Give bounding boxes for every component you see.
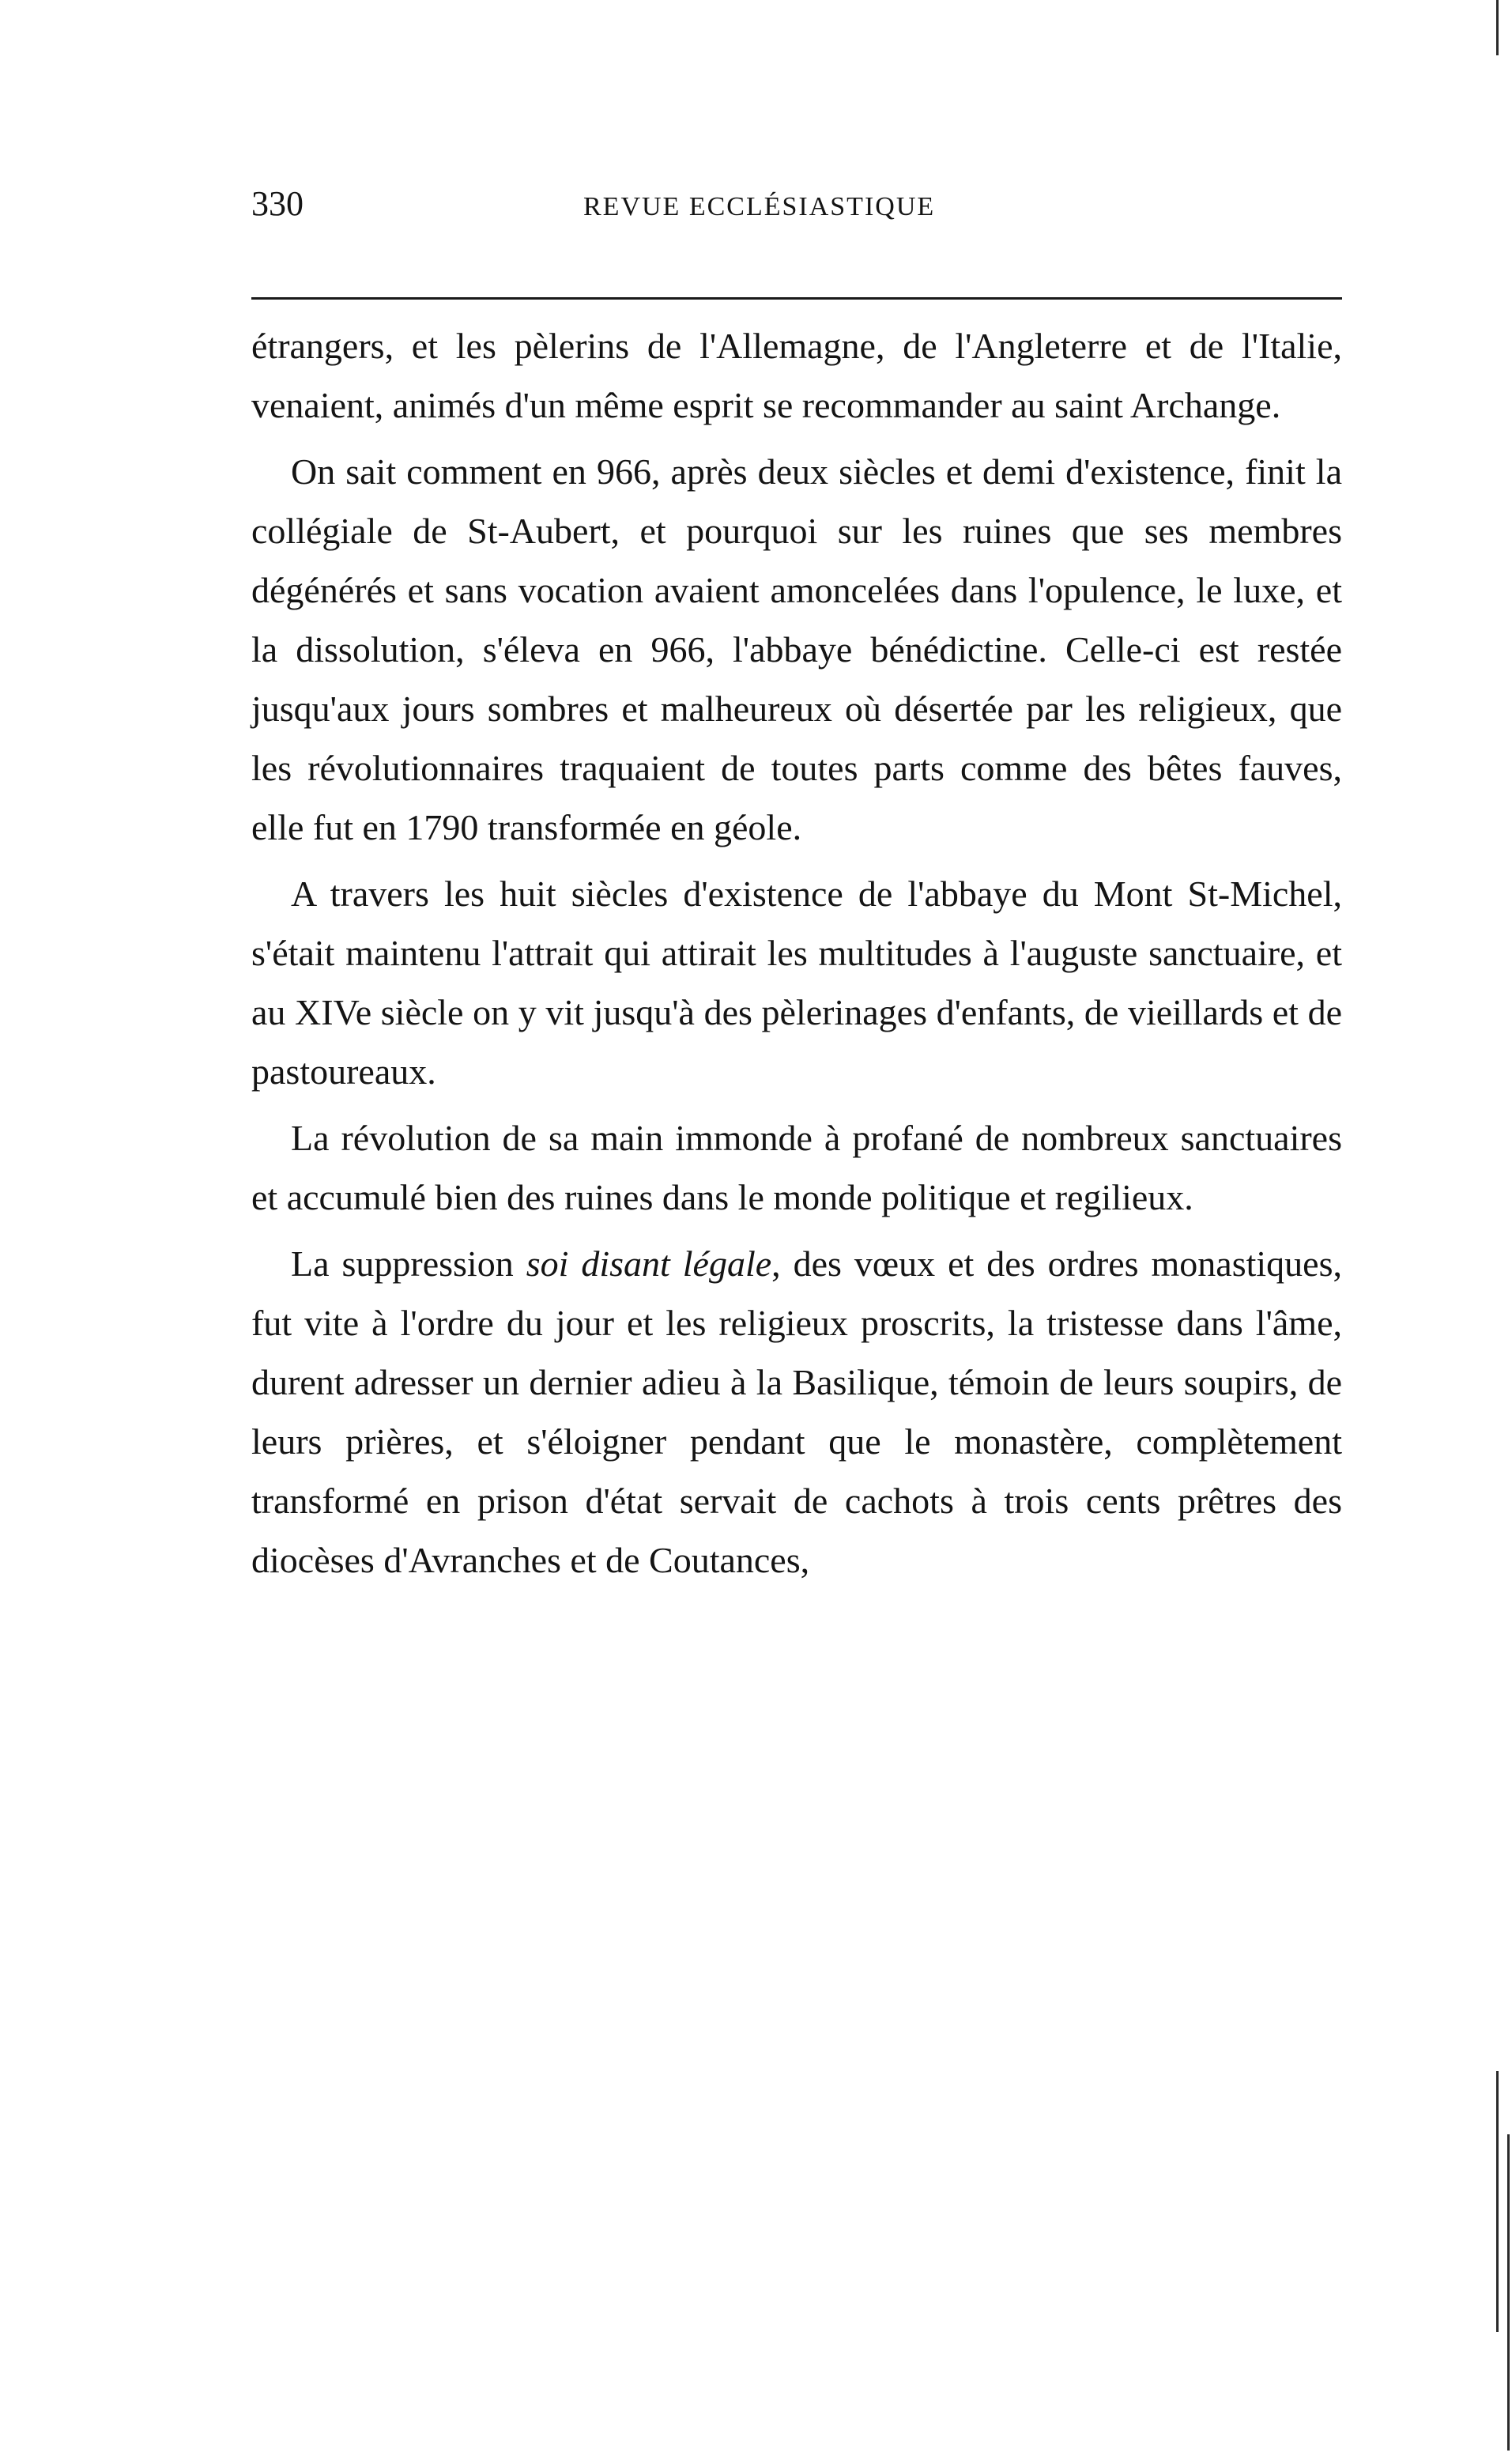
paragraph-3 (251, 864, 1342, 1101)
journal-title: REVUE ECCLÉSIASTIQUE (583, 192, 936, 221)
scan-edge-mark (1496, 0, 1499, 55)
body-text (251, 316, 1342, 1597)
paragraph-text: étrangers, et les pèlerins de l'Allemagne, de l'Angleterre et de l'Italie, venaient, animés d'un même esprit se recommander au saint Archange. (251, 326, 1342, 425)
paragraph-4 (251, 1108, 1342, 1227)
paragraph-2 (251, 442, 1342, 857)
scan-edge-mark (1496, 2071, 1499, 2332)
paragraph-1 (251, 316, 1342, 435)
header-rule (251, 297, 1342, 300)
paragraph-text: La suppression (291, 1243, 526, 1284)
paragraph-text: La révolution de sa main immonde à profané de nombreux sanctuaires et accumulé bien des ruines dans le monde politique et regilieux. (251, 1118, 1342, 1217)
scan-edge-marks (1480, 0, 1512, 2460)
paragraph-5 (251, 1234, 1342, 1590)
running-header (251, 180, 1342, 228)
book-page (251, 0, 1342, 2460)
paragraph-text: A travers les huit siècles d'existence de l'abbaye du Mont St-Michel, s'était maintenu l'attrait qui attirait les multitudes à l'auguste sanctuaire, et au XIVe siècle on y vit jusqu'à des pèlerinages d'enfants, de vieillards et de pastoureaux. (251, 873, 1342, 1092)
scan-edge-mark (1507, 2134, 1510, 2451)
page-number: 330 (251, 184, 304, 223)
paragraph-text: On sait comment en 966, après deux siècles et demi d'existence, finit la collégiale de St-Aubert, et pourquoi sur les ruines que ses membres dégénérés et sans vocation avaient amoncelées dans l'opulence, le luxe, et la dissolution, s'éleva en 966, l'abbaye bénédictine. Celle-ci est restée jusqu'aux jours sombres et malheureux où désertée par les religieux, que les révolutionnaires traquaient de toutes parts comme des bêtes fauves, elle fut en 1790 transformée en géole. (251, 451, 1342, 847)
italic-phrase: soi disant légale (526, 1243, 772, 1284)
paragraph-text: , des vœux et des ordres monastiques, fut vite à l'ordre du jour et les religieux proscrits, la tristesse dans l'âme, durent adresser un dernier adieu à la Basilique, témoin de leurs soupirs, de leurs prières, et s'éloigner pendant que le monastère, complètement transformé en prison d'état servait de cachots à trois cents prêtres des diocèses d'Avranches et de Coutances, (251, 1243, 1342, 1580)
